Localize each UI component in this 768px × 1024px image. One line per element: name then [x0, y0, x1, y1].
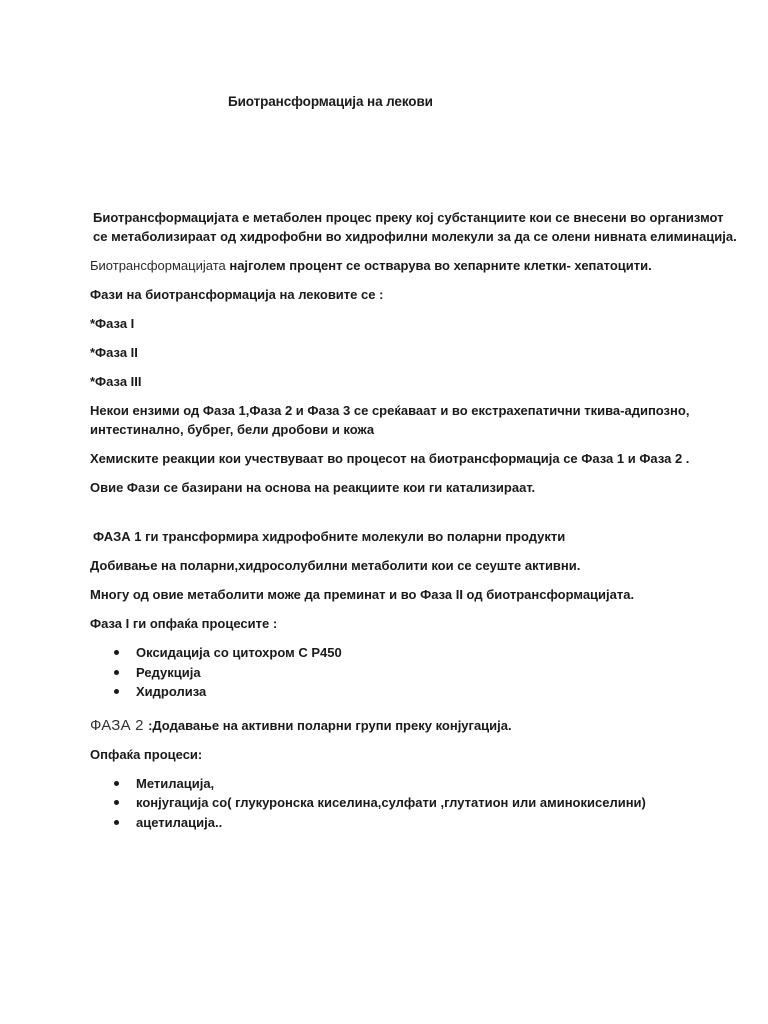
phase2-heading — [90, 716, 710, 735]
phase1-heading: ФАЗА 1 ги трансформира хидрофобните молекули во поларни продукти — [93, 529, 566, 544]
phase2-description: :Додавање на активни поларни групи преку конјугација. — [148, 717, 512, 733]
document-body — [90, 208, 737, 846]
phase-iii-item: *Фаза III — [90, 374, 142, 389]
phases-intro: Фази на биотрансформација на лековите се : — [90, 287, 384, 302]
phase1-many: Многу од овие метаболити може да преминат и во Фаза II од биотрансформацијата. — [90, 587, 635, 602]
phase1-list — [90, 643, 710, 702]
hepatocyte-paragraph — [90, 256, 710, 275]
based-paragraph: Овие Фази се базирани на основа на реакциите кои ги катализираат. — [90, 480, 536, 495]
bullet-icon — [114, 781, 119, 786]
list-item-text: Метилација, — [136, 775, 215, 791]
enzymes-paragraph — [90, 401, 710, 439]
bullet-icon — [114, 800, 119, 805]
hepatocyte-prefix: Биотрансформацијата — [90, 258, 226, 273]
phase1-obtain: Добивање на поларни,хидросолубилни метаболити кои се сеуште активни. — [90, 558, 581, 573]
intro-line-1: Биотрансформацијата е метаболен процес преку кој субстанциите кои се внесени во организмот — [93, 210, 724, 225]
list-item-text: Хидролиза — [136, 684, 207, 699]
bullet-icon — [114, 820, 119, 825]
enzymes-line-1: Некои ензими од Фаза 1,Фаза 2 и Фаза 3 се среќаваат и во екстрахепатични ткива-адипозно, — [90, 403, 690, 418]
list-item — [90, 774, 710, 794]
phase-ii-item: *Фаза II — [90, 345, 138, 360]
hepatocyte-rest: најголем процент се остварува во хепарните клетки- хепатоцити. — [225, 258, 652, 273]
bullet-icon — [114, 689, 119, 694]
document-title: Биотрансформација на лекови — [228, 94, 433, 109]
phase2-includes: Опфаќа процеси: — [90, 746, 203, 762]
bullet-icon — [114, 650, 119, 655]
list-item — [90, 643, 710, 663]
phase-i-item: *Фаза I — [90, 316, 135, 331]
list-item — [90, 813, 710, 833]
bullet-icon — [114, 670, 119, 675]
intro-line-2: се метаболизираат од хидрофобни во хидрофилни молекули за да се олени нивната елиминација. — [93, 229, 737, 244]
enzymes-line-2: интестинално, бубрег, бели дробови и кожа — [90, 422, 375, 437]
reactions-paragraph: Хемиските реакции кои учествуваат во процесот на биотрансформација се Фаза 1 и Фаза 2 . — [90, 451, 690, 466]
list-item — [90, 682, 710, 702]
phase1-includes: Фаза I ги опфаќа процесите : — [90, 616, 278, 631]
list-item — [90, 663, 710, 683]
list-item-text: ацетилација.. — [136, 814, 223, 830]
list-item-text: Оксидација со цитохром С Р450 — [136, 645, 342, 660]
intro-paragraph — [90, 208, 737, 246]
list-item-text: Редукција — [136, 664, 201, 680]
list-item-text: конјугација со( глукуронска киселина,сулфати ,глутатион или аминокиселини) — [136, 795, 646, 810]
phase2-label: ФАЗА 2 — [90, 716, 149, 734]
list-item — [90, 793, 710, 813]
phase2-list — [90, 774, 710, 833]
